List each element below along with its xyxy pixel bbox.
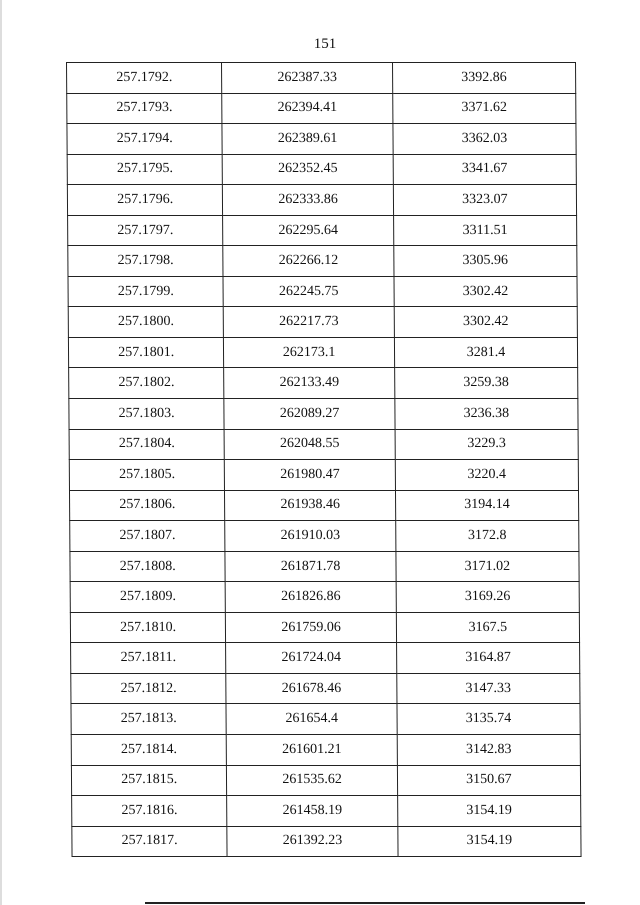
- x-coordinate-cell: 262389.61: [222, 124, 393, 155]
- x-coordinate-cell: 261871.78: [225, 551, 396, 582]
- point-number-cell: 257.1806.: [69, 490, 225, 521]
- y-coordinate-cell: 3229.3: [395, 429, 578, 460]
- bottom-scan-edge: [145, 902, 585, 904]
- table-row: [71, 643, 580, 674]
- x-coordinate-cell: 262048.55: [224, 429, 395, 460]
- x-coordinate-cell: 261678.46: [226, 673, 397, 704]
- point-number-cell: 257.1811.: [71, 643, 227, 674]
- table-row: [70, 521, 579, 552]
- point-number-cell: 257.1794.: [67, 124, 223, 155]
- table-row: [70, 612, 579, 643]
- x-coordinate-cell: 262394.41: [222, 93, 393, 124]
- table-row: [69, 490, 578, 521]
- y-coordinate-cell: 3150.67: [397, 765, 580, 796]
- x-coordinate-cell: 262295.64: [223, 215, 394, 246]
- table-row: [70, 551, 579, 582]
- y-coordinate-cell: 3362.03: [393, 124, 576, 155]
- y-coordinate-cell: 3259.38: [394, 368, 577, 399]
- table-body: [67, 63, 582, 857]
- y-coordinate-cell: 3154.19: [398, 826, 581, 857]
- x-coordinate-cell: 261654.4: [226, 704, 397, 735]
- table-row: [68, 276, 577, 307]
- x-coordinate-cell: 262173.1: [224, 337, 395, 368]
- point-number-cell: 257.1798.: [68, 246, 224, 277]
- y-coordinate-cell: 3305.96: [394, 246, 577, 277]
- table-row: [68, 337, 577, 368]
- y-coordinate-cell: 3154.19: [397, 796, 580, 827]
- point-number-cell: 257.1805.: [69, 460, 225, 491]
- table-row: [72, 826, 581, 857]
- y-coordinate-cell: 3167.5: [396, 612, 579, 643]
- table-row: [67, 124, 576, 155]
- x-coordinate-cell: 262266.12: [223, 246, 394, 277]
- x-coordinate-cell: 262089.27: [224, 399, 395, 430]
- y-coordinate-cell: 3302.42: [394, 307, 577, 338]
- point-number-cell: 257.1796.: [67, 185, 223, 216]
- point-number-cell: 257.1802.: [69, 368, 225, 399]
- table-row: [67, 63, 576, 94]
- x-coordinate-cell: 261724.04: [226, 643, 397, 674]
- point-number-cell: 257.1799.: [68, 276, 224, 307]
- x-coordinate-cell: 262387.33: [222, 63, 393, 94]
- y-coordinate-cell: 3371.62: [392, 93, 575, 124]
- table-row: [71, 704, 580, 735]
- point-number-cell: 257.1807.: [70, 521, 226, 552]
- point-number-cell: 257.1803.: [69, 399, 225, 430]
- point-number-cell: 257.1815.: [71, 765, 227, 796]
- y-coordinate-cell: 3135.74: [397, 704, 580, 735]
- x-coordinate-cell: 261392.23: [227, 826, 398, 857]
- x-coordinate-cell: 261826.86: [226, 582, 397, 613]
- table-row: [67, 185, 576, 216]
- table-row: [71, 673, 580, 704]
- x-coordinate-cell: 261535.62: [227, 765, 398, 796]
- page-number: 151: [313, 36, 337, 52]
- table-row: [69, 399, 578, 430]
- y-coordinate-cell: 3147.33: [397, 673, 580, 704]
- y-coordinate-cell: 3302.42: [394, 276, 577, 307]
- x-coordinate-cell: 262245.75: [223, 276, 394, 307]
- point-number-cell: 257.1810.: [70, 612, 226, 643]
- y-coordinate-cell: 3392.86: [392, 63, 575, 94]
- coordinates-table: [66, 62, 582, 857]
- point-number-cell: 257.1801.: [68, 337, 224, 368]
- table-row: [67, 154, 576, 185]
- y-coordinate-cell: 3172.8: [395, 521, 578, 552]
- point-number-cell: 257.1804.: [69, 429, 225, 460]
- y-coordinate-cell: 3323.07: [393, 185, 576, 216]
- table-row: [72, 796, 581, 827]
- table-row: [69, 460, 578, 491]
- y-coordinate-cell: 3311.51: [393, 215, 576, 246]
- point-number-cell: 257.1800.: [68, 307, 224, 338]
- table-row: [68, 307, 577, 338]
- point-number-cell: 257.1814.: [71, 735, 227, 766]
- x-coordinate-cell: 261458.19: [227, 796, 398, 827]
- y-coordinate-cell: 3194.14: [395, 490, 578, 521]
- point-number-cell: 257.1816.: [72, 796, 228, 827]
- x-coordinate-cell: 261910.03: [225, 521, 396, 552]
- point-number-cell: 257.1793.: [67, 93, 223, 124]
- y-coordinate-cell: 3220.4: [395, 460, 578, 491]
- table-row: [67, 93, 576, 124]
- table-row: [69, 429, 578, 460]
- x-coordinate-cell: 261980.47: [225, 460, 396, 491]
- table-row: [70, 582, 579, 613]
- table-row: [68, 215, 577, 246]
- x-coordinate-cell: 262333.86: [223, 185, 394, 216]
- point-number-cell: 257.1817.: [72, 826, 228, 857]
- y-coordinate-cell: 3341.67: [393, 154, 576, 185]
- point-number-cell: 257.1797.: [68, 215, 224, 246]
- y-coordinate-cell: 3164.87: [396, 643, 579, 674]
- scan-edge: [0, 0, 2, 905]
- x-coordinate-cell: 262133.49: [224, 368, 395, 399]
- point-number-cell: 257.1795.: [67, 154, 223, 185]
- point-number-cell: 257.1813.: [71, 704, 227, 735]
- x-coordinate-cell: 261938.46: [225, 490, 396, 521]
- y-coordinate-cell: 3236.38: [395, 399, 578, 430]
- y-coordinate-cell: 3171.02: [396, 551, 579, 582]
- y-coordinate-cell: 3169.26: [396, 582, 579, 613]
- table-row: [71, 735, 580, 766]
- point-number-cell: 257.1812.: [71, 673, 227, 704]
- x-coordinate-cell: 261601.21: [227, 735, 398, 766]
- point-number-cell: 257.1808.: [70, 551, 226, 582]
- x-coordinate-cell: 261759.06: [226, 612, 397, 643]
- y-coordinate-cell: 3281.4: [394, 337, 577, 368]
- point-number-cell: 257.1792.: [67, 63, 223, 94]
- point-number-cell: 257.1809.: [70, 582, 226, 613]
- y-coordinate-cell: 3142.83: [397, 735, 580, 766]
- x-coordinate-cell: 262217.73: [224, 307, 395, 338]
- table-row: [69, 368, 578, 399]
- table-row: [68, 246, 577, 277]
- table-row: [71, 765, 580, 796]
- x-coordinate-cell: 262352.45: [223, 154, 394, 185]
